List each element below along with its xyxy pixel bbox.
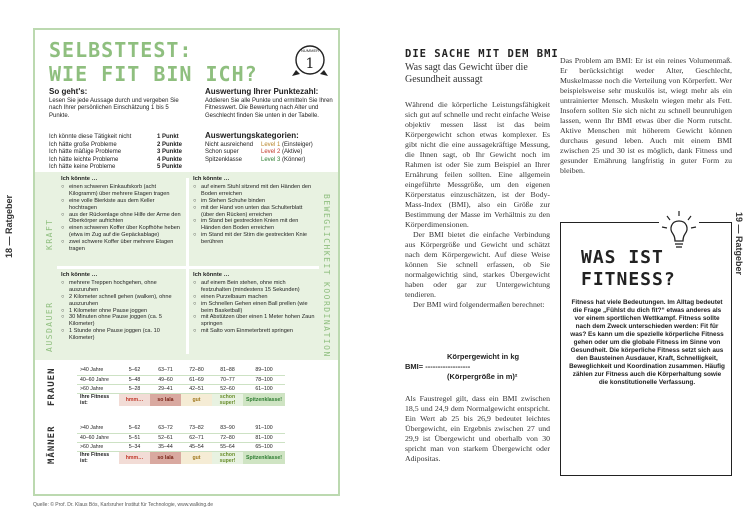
quad-ausdauer: Ich könnte … ○ mehrere Treppen hochgehen, ohne auszuruhen ○ 2 Kilometer schnell gehen (walken), ohne auszuruhen ○ 1 Kilometer ohne Pause joggen ○ 30 Minuten ohne Pause joggen (ca. 5 Kilometer) ○ 1 Stunde ohne Pause joggen (ca. 10 Kilometer) xyxy=(61,272,183,342)
label-beweglichkeit: BEWEGLICHKEIT xyxy=(322,194,331,277)
badge-number: 1 xyxy=(305,56,315,72)
paragraph: Während die körperliche Leistungsfähigkeit sich gut auf schnelle und recht einfache Weise objektiv messen lässt ist das beim Körpergewicht schon etwas komplexer. Es gibt nicht die eine aussagekräftige Messung, die Ihnen sagt, ob Ihr Gewicht noch im Rahmen ist oder Sie zum Beispiel an Ihrer Ernährung feilen sollten. Eine allgemein eingeführte Messgröße, um den eigenen Körperstatus einzuschätzen, ist der Body-Mass-Index (BMI), also ein Größe zur Bestimmung der Masse im Verhältnis zu den Körperdimensionen. xyxy=(405,100,550,229)
list-item: ○ im Stand mit der Stirn die gestreckten Knie berühren xyxy=(193,232,315,246)
list-item: ○ einen Purzelbaum machen xyxy=(193,294,315,301)
self-test-grid xyxy=(35,172,338,360)
table-row: 40–60 Jahre 5–51 52–61 62–71 72–80 81–100 xyxy=(77,433,285,442)
page-label-left: 18 — Ratgeber xyxy=(4,194,14,258)
label-frauen: FRAUEN xyxy=(47,367,57,406)
number-badge-icon xyxy=(290,40,330,80)
card-title: SELBSTTEST: WIE FIT BIN ICH? xyxy=(49,38,258,86)
label-kraft: KRAFT xyxy=(45,218,54,250)
list-item: ○ 1 Stunde ohne Pause joggen (ca. 10 Kilometer) xyxy=(61,328,183,342)
list-item: ○ einen schweren Einkaufskorb (acht Kilogramm) über mehrere Etagen tragen xyxy=(61,184,183,198)
label-maenner: MÄNNER xyxy=(47,425,57,464)
source-note: Quelle: © Prof. Dr. Klaus Bös, Karlsruher Institut für Technologie, www.walking.de xyxy=(33,502,214,508)
fitness-text: Fitness hat viele Bedeutungen. Im Alltag bedeutet die Frage „Fühlst du dich fit?“ etwas anderes als vor einem sportlichen Wettkampf. Fitness sollte nach dem Zweck unterschieden werden: Fit für was? Es kann um die spezielle körperliche Fitness gehen oder um die globale Fitness im Sinne von Gesundheit. Die körperliche Fitness setzt sich aus den Bausteinen Ausdauer, Kraft, Schnelligkeit, Beweglichkeit und Koordination zusammen. Häufig zählen zur Fitness auch die Körperhaltung sowie die konstitutionelle Verfassung. xyxy=(569,299,725,386)
list-item: ○ 30 Minuten ohne Pause joggen (ca. 5 Kilometer) xyxy=(61,314,183,328)
list-item: ○ 2 Kilometer schnell gehen (walken), ohne auszuruhen xyxy=(61,294,183,308)
list-item: ○ mit Abstützen über einen 1 Meter hohen Zaun springen xyxy=(193,314,315,328)
instructions: So geht's: Lesen Sie jede Aussage durch und vergeben Sie nach Ihrer persönlichen Einschätzung 1 bis 5 Punkte. xyxy=(49,87,179,119)
categories: Auswertungskategorien: Nicht ausreichend Level 1 (Einsteiger) Schon super Level 2 (Aktive) Spitzenklasse Level 3 (Könner) xyxy=(205,131,313,163)
evaluation: Auswertung Ihrer Punktezahl: Addieren Sie alle Punkte und ermitteln Sie Ihren Fitnesswert. Die Bewertung nach Alter und Geschlecht finden Sie unten in der Tabelle. xyxy=(205,87,333,119)
badge-text: NUMMER xyxy=(301,48,319,53)
fitness-box xyxy=(560,222,732,476)
list-item: ○ 1 Kilometer ohne Pause joggen xyxy=(61,308,183,315)
list-item: ○ mit der Hand von unten das Schulterblatt (über den Rücken) erreichen xyxy=(193,205,315,219)
table-row: >40 Jahre 5–62 63–71 72–80 81–88 89–100 xyxy=(77,366,285,375)
list-item: ○ mehrere Treppen hochgehen, ohne auszuruhen xyxy=(61,280,183,294)
label-koordination: KOORDINATION xyxy=(322,282,331,358)
quad-kraft: Ich könnte … ○ einen schweren Einkaufskorb (acht Kilogramm) über mehrere Etagen tragen ○ eine volle Bierkiste aus dem Keller hochtragen ○ aus der Rückenlage ohne Hilfe der Arme den Oberkörper aufrichten ○ einen schweren Koffer über Kopfhöhe heben (etwa im Zug auf die Gepäckablage) ○ zwei schwere Koffer über mehrere Etagen tragen xyxy=(61,176,183,253)
label-ausdauer: AUSDAUER xyxy=(45,301,54,352)
table-row: 40–60 Jahre 5–48 49–60 61–69 70–77 78–100 xyxy=(77,375,285,384)
paragraph: Als Faustregel gilt, dass ein BMI zwischen 18,5 und 24,9 dem Normalgewicht entspricht. Ein Wert ab 25 bis 26,9 bedeutet leichtes Übergewicht, ein Ergebnis zwischen 27 und 29,9 ist Übergewicht und oberhalb von 30 spricht man von starkem Übergewicht oder Adipositas. xyxy=(405,394,550,463)
quad-beweglichkeit: Ich könnte … ○ auf einem Stuhl sitzend mit den Händen den Boden erreichen ○ im Stehen Schuhe binden ○ mit der Hand von unten das Schulterblatt (über den Rücken) erreichen ○ im Stand bei gestreckten Knien mit den Händen den Boden erreichen ○ im Stand mit der Stirn die gestreckten Knie berühren xyxy=(193,176,315,246)
bmi-column-1-end xyxy=(405,394,550,464)
bmi-column-2 xyxy=(560,56,732,176)
result-row: Ihre Fitness ist: hmm… so lala gut schon super! Spitzenklasse! xyxy=(77,394,285,407)
selbsttest-card xyxy=(33,28,340,496)
table-row: >60 Jahre 5–28 29–41 42–51 52–60 61–100 xyxy=(77,384,285,393)
bmi-title: DIE SACHE MIT DEM BMI xyxy=(405,48,559,60)
fitness-title: WAS IST FITNESS? xyxy=(581,247,676,290)
list-item: ○ einen schweren Koffer über Kopfhöhe heben (etwa im Zug auf die Gepäckablage) xyxy=(61,225,183,239)
table-row: >40 Jahre 5–62 63–72 73–82 83–90 91–100 xyxy=(77,424,285,433)
divider xyxy=(186,178,189,354)
list-item: ○ im Schnellen Gehen einen Ball prellen (wie beim Basketball) xyxy=(193,301,315,315)
page-label-right: 19 — Ratgeber xyxy=(734,212,744,276)
list-item: ○ mit Salto vom Einmeterbrett springen xyxy=(193,328,315,335)
paragraph: Der BMI bietet die einfache Verbindung aus Körpergröße und Gewicht und schätzt nach dem Körpergewicht. Auf diese Weise können Sie schnell erfassen, ob Sie normalgewichtig sind, starkes Übergewicht haben oder gar zur Untergewichtung tendieren. xyxy=(405,230,550,299)
list-item: ○ auf einem Bein stehen, ohne mich festzuhalten (mindestens 15 Sekunden) xyxy=(193,280,315,294)
table-frauen xyxy=(77,366,285,406)
list-item: ○ zwei schwere Koffer über mehrere Etagen tragen xyxy=(61,239,183,253)
list-item: ○ aus der Rückenlage ohne Hilfe der Arme den Oberkörper aufrichten xyxy=(61,212,183,226)
list-item: ○ auf einem Stuhl sitzend mit den Händen den Boden erreichen xyxy=(193,184,315,198)
bmi-subtitle: Was sagt das Gewicht über die Gesundheit aussagt xyxy=(405,62,528,85)
table-maenner xyxy=(77,424,285,464)
list-item: ○ eine volle Bierkiste aus dem Keller hochtragen xyxy=(61,198,183,212)
list-item: ○ im Stand bei gestreckten Knien mit den Händen den Boden erreichen xyxy=(193,218,315,232)
bmi-column-1 xyxy=(405,100,550,310)
paragraph: Das Problem am BMI: Er ist ein reines Volumenmaß. Er berücksichtigt weder Alter, Geschlecht, Muskelmasse noch die Verteilung von Körperfett. Wer beispielsweise sehr muskulös ist, wiegt mehr als ein untrainierter Mensch. Muskeln wiegen mehr als Fett. Insofern sollten Sie sich nicht zu schnell beunruhigen lassen, wenn Ihr BMI etwas über die Norm rutscht. Aktive Menschen mit höherem Gewicht können durchaus gesund leben. Auch mit einem BMI zwischen 25 und 30 ist es möglich, dank Fitness und gesunder Ernährung langfristig in guter Form zu bleiben. xyxy=(560,56,732,175)
card-header xyxy=(35,30,338,170)
points-scale: Ich könnte diese Tätigkeit nicht 1 Punkt Ich hätte große Probleme 2 Punkte Ich hätte mäßige Probleme 3 Punkte Ich hätte leichte Probleme 4 Punkte Ich hätte keine Probleme 5 Punkte xyxy=(49,134,183,171)
bmi-formula: Körpergewicht in kg BMI= ------------------ (Körpergröße in m)² xyxy=(405,352,520,381)
result-row: Ihre Fitness ist: hmm… so lala gut schon super! Spitzenklasse! xyxy=(77,452,285,465)
quad-koordination: Ich könnte … ○ auf einem Bein stehen, ohne mich festzuhalten (mindestens 15 Sekunden) ○ einen Purzelbaum machen ○ im Schnellen Gehen einen Ball prellen (wie beim Basketball) ○ mit Abstützen über einen 1 Meter hohen Zaun springen ○ mit Salto vom Einmeterbrett springen xyxy=(193,272,315,335)
list-item: ○ im Stehen Schuhe binden xyxy=(193,198,315,205)
score-tables xyxy=(35,364,338,474)
paragraph: Der BMI wird folgendermaßen berechnet: xyxy=(413,300,545,309)
table-row: >60 Jahre 5–34 35–44 45–54 55–64 65–100 xyxy=(77,442,285,451)
